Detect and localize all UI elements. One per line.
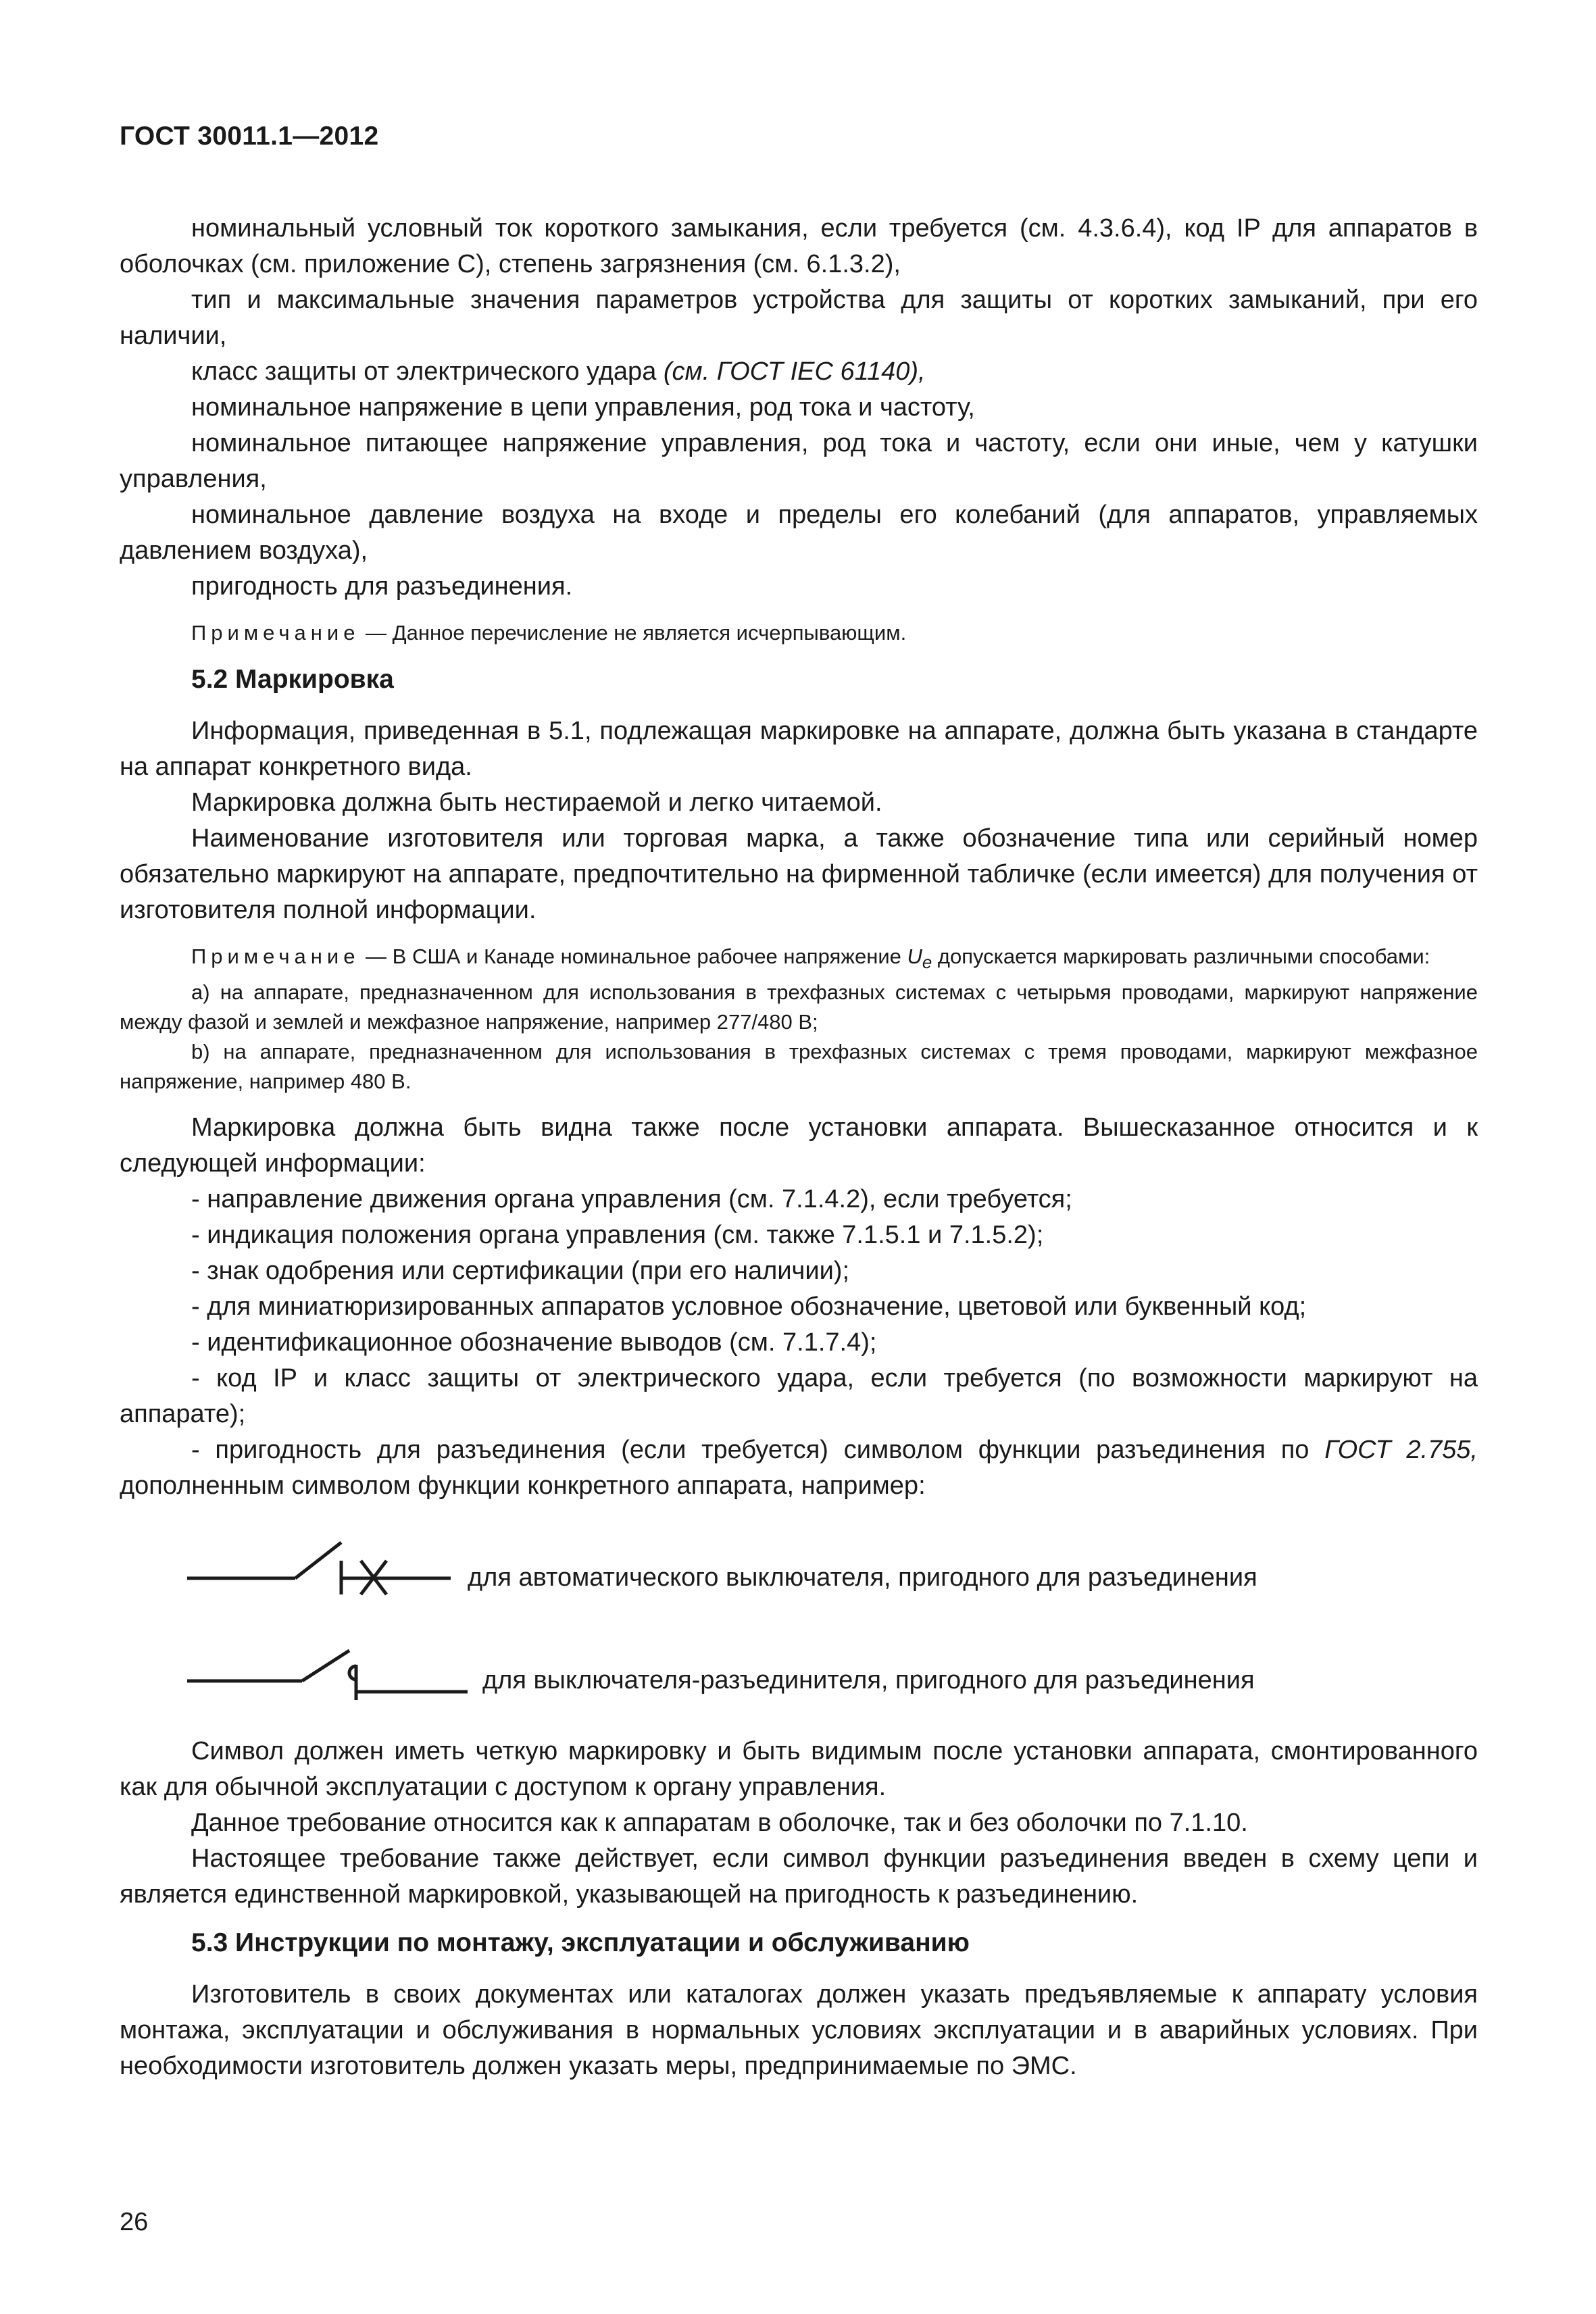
- dash-item: - знак одобрения или сертификации (при его наличии);: [191, 1257, 850, 1286]
- note: [120, 618, 1478, 648]
- paragraph: Маркировка должна быть видна также после установки аппарата. Вышесказанное относится и к следующей информации:: [120, 1113, 1478, 1178]
- note-label: Примечание: [191, 621, 360, 645]
- note-text: — В США и Канаде номинальное рабочее напряжение: [359, 945, 907, 968]
- symbol-caption: для автоматического выключателя, пригодного для разъединения: [468, 1563, 1257, 1592]
- section-title: 5.2 Маркировка: [191, 665, 394, 694]
- note-text: — Данное перечисление не является исчерпывающим.: [359, 621, 907, 645]
- voltage-symbol: U: [907, 945, 922, 968]
- note: [120, 942, 1478, 978]
- note-text: допускается маркировать различными способами:: [932, 945, 1430, 968]
- list-item: номинальный условный ток короткого замыкания, если требуется (см. 4.3.6.4), код IP для аппаратов в оболочках (см. приложение С), степень загрязнения (см. 6.1.3.2),: [120, 214, 1478, 278]
- dash-item-text: - пригодность для разъединения (если требуется) символом функции разъединения по: [191, 1436, 1325, 1465]
- standard-reference: ГОСТ 2.755,: [1324, 1436, 1478, 1465]
- dash-item: - индикация положения органа управления (см. также 7.1.5.1 и 7.1.5.2);: [191, 1221, 1044, 1250]
- list-item: [120, 354, 1478, 390]
- paragraph: Наименование изготовителя или торговая марка, а также обозначение типа или серийный номер обязательно маркируют на аппарате, предпочтительно на фирменной табличке (если имеется) для получения от изготовителя полной информации.: [120, 824, 1478, 924]
- page-number: 26: [120, 2208, 149, 2236]
- symbol-caption: для выключателя-разъединителя, пригодного для разъединения: [482, 1666, 1255, 1695]
- list-item: пригодность для разъединения.: [191, 572, 573, 601]
- dash-item: - направление движения органа управления (см. 7.1.4.2), если требуется;: [191, 1185, 1072, 1214]
- paragraph: Настоящее требование также действует, если символ функции разъединения введен в схему цепи и является единственной маркировкой, указывающей на пригодность к разъединению.: [120, 1844, 1478, 1909]
- dash-item-text: дополненным символом функции конкретного аппарата, например:: [120, 1472, 926, 1501]
- symbol-row: [120, 1531, 1478, 1632]
- list-item: номинальное давление воздуха на входе и пределы его колебаний (для аппаратов, управляемых давлением воздуха),: [120, 501, 1478, 565]
- dash-item: - для миниатюризированных аппаратов условное обозначение, цветовой или буквенный код;: [191, 1292, 1307, 1322]
- paragraph: Данное требование относится как к аппаратам в оболочке, так и без оболочки по 7.1.10.: [191, 1809, 1248, 1838]
- voltage-symbol-subscript: e: [922, 953, 932, 973]
- list-item-text: класс защиты от электрического удара: [191, 357, 664, 386]
- note-item: a) на аппарате, предназначенном для использования в трехфазных системах с четырьмя проводами, маркируют напряжение между фазой и землей и межфазное напряжение, например 277/480 В;: [120, 980, 1478, 1034]
- paragraph: Маркировка должна быть нестираемой и легко читаемой.: [191, 788, 882, 817]
- note-label: Примечание: [191, 945, 360, 968]
- section-title: 5.3 Инструкции по монтажу, эксплуатации и обслуживанию: [191, 1928, 970, 1958]
- list-item: номинальное питающее напряжение управления, род тока и частоту, если они иные, чем у катушки управления,: [120, 429, 1478, 493]
- dash-item: - идентификационное обозначение выводов (см. 7.1.7.4);: [191, 1328, 877, 1357]
- list-item: номинальное напряжение в цепи управления, род тока и частоту,: [191, 393, 975, 422]
- document-header: ГОСТ 30011.1—2012: [120, 122, 379, 151]
- paragraph: Информация, приведенная в 5.1, подлежащая маркировке на аппарате, должна быть указана в стандарте на аппарат конкретного вида.: [120, 717, 1478, 781]
- list-item: тип и максимальные значения параметров устройства для защиты от коротких замыканий, при его наличии,: [120, 286, 1478, 350]
- standard-reference: (см. ГОСТ IEC 61140),: [663, 357, 926, 386]
- page-content: [120, 122, 1478, 2084]
- paragraph: Символ должен иметь четкую маркировку и быть видимым после установки аппарата, смонтированного как для обычной эксплуатации с доступом к органу управления.: [120, 1737, 1478, 1802]
- symbol-row: [120, 1632, 1478, 1734]
- paragraph: Изготовитель в своих документах или каталогах должен указать предъявляемые к аппарату условия монтажа, эксплуатации и обслуживания в нормальных условиях эксплуатации и в аварийных условиях. При необходимости изготовитель должен указать меры, предпринимаемые по ЭМС.: [120, 1980, 1478, 2081]
- note-item: b) на аппарате, предназначенном для использования в трехфазных системах с тремя проводами, маркируют межфазное напряжение, например 480 В.: [120, 1040, 1478, 1094]
- dash-item: [120, 1432, 1478, 1504]
- dash-item: - код IP и класс защиты от электрического удара, если требуется (по возможности маркируют на аппарате);: [120, 1364, 1478, 1429]
